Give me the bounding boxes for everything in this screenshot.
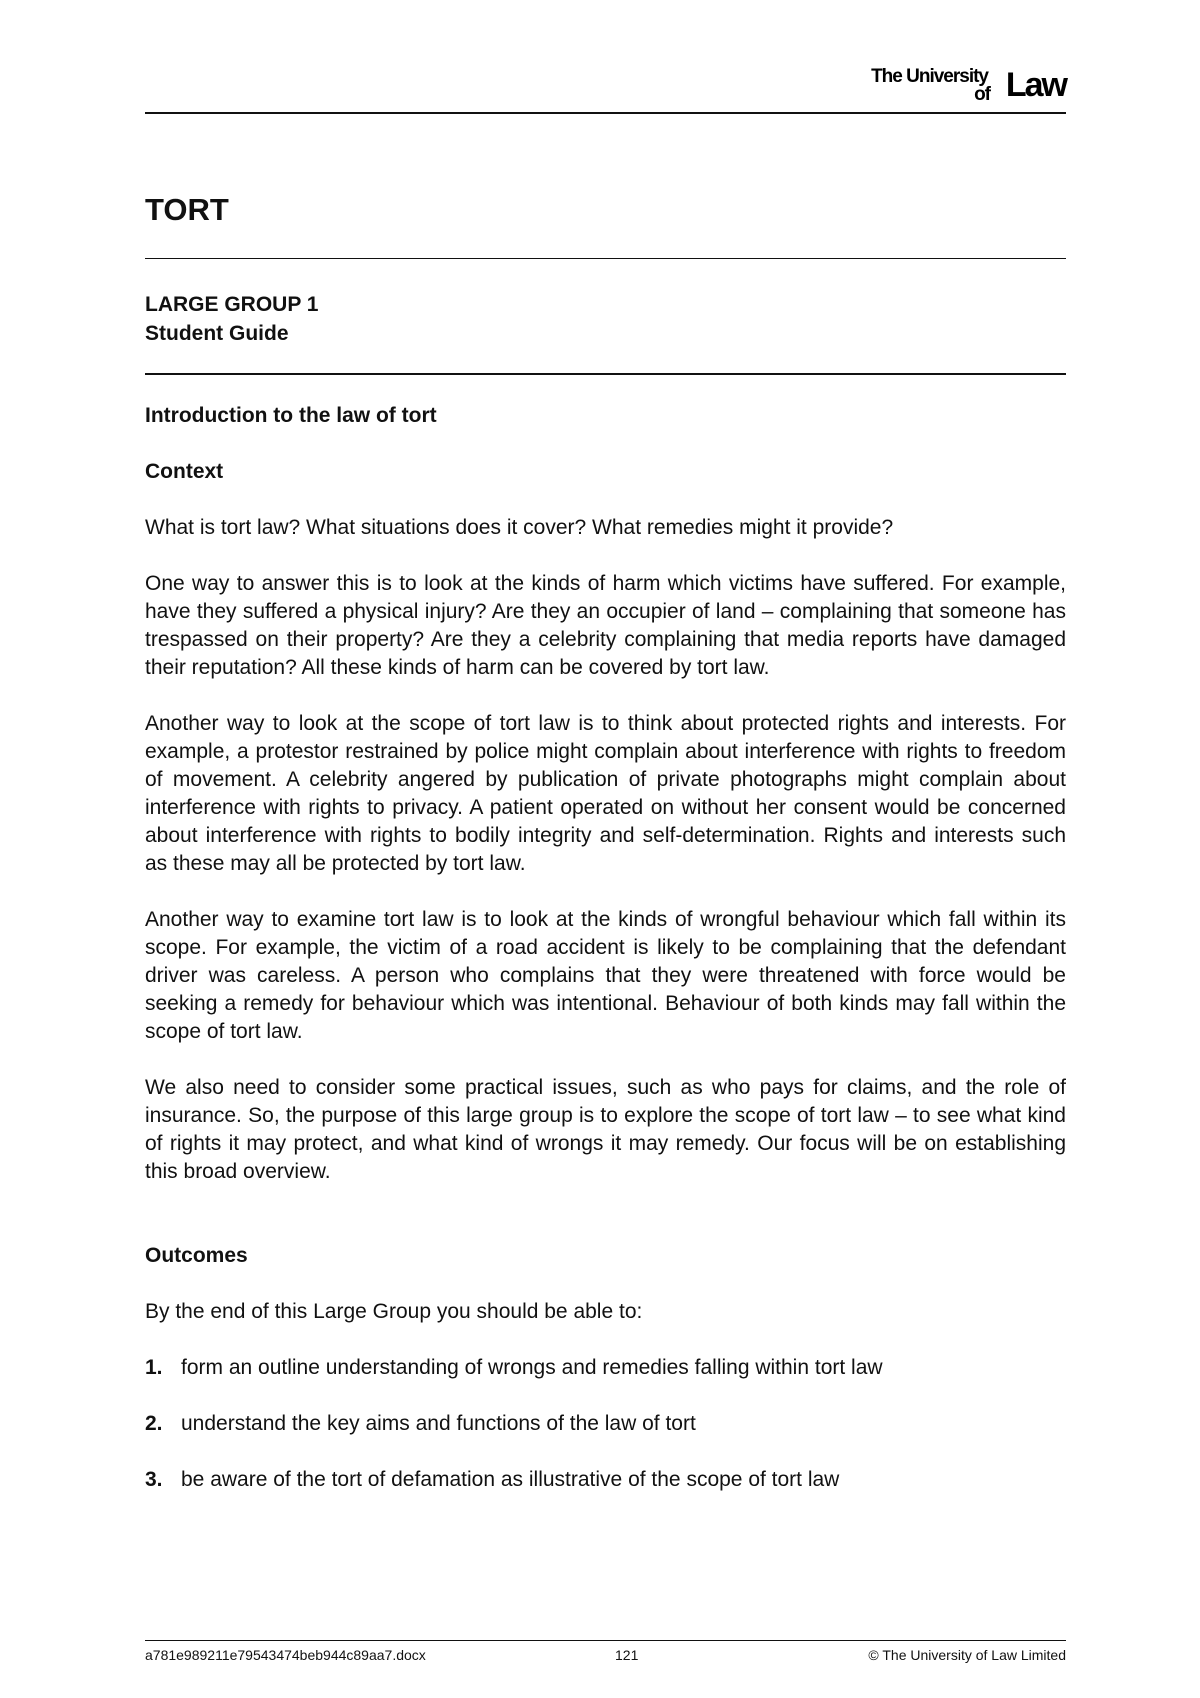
outcome-text: form an outline understanding of wrongs and remedies falling within tort law [181, 1356, 883, 1379]
university-logo [856, 64, 1066, 112]
page-number: 121 [615, 1647, 639, 1663]
outcome-number: 1. [145, 1356, 163, 1379]
header-rule [145, 112, 1066, 114]
title-rule [145, 258, 1066, 259]
outcome-item [145, 1466, 1066, 1494]
footer-rule [145, 1640, 1066, 1641]
paragraph-5: We also need to consider some practical issues, such as who pays for claims, and the role of insurance. So, the purpose of this large group is to explore the scope of tort law – to see what kind of rights it may protect, and what kind of wrongs it may remedy. Our focus will be on establishing this broad overview. [145, 1076, 1066, 1183]
subtitle-line2: Student Guide [145, 322, 289, 345]
outcome-text: be aware of the tort of defamation as illustrative of the scope of tort law [181, 1468, 840, 1491]
paragraph-1: What is tort law? What situations does it cover? What remedies might it provide? [145, 516, 894, 539]
paragraph-4: Another way to examine tort law is to look at the kinds of wrongful behaviour which fall within its scope. For example, the victim of a road accident is likely to be complaining that the defendant driver was careless. A person who complains that they were threatened with force would be seeking a remedy for behaviour which was intentional. Behaviour of both kinds may fall within the scope of tort law. [145, 908, 1066, 1043]
logo-line1: The University [871, 66, 988, 87]
logo-of: of [974, 84, 990, 105]
outcomes-heading: Outcomes [145, 1244, 248, 1267]
outcome-number: 2. [145, 1412, 163, 1435]
paragraph-2: One way to answer this is to look at the kinds of harm which victims have suffered. For example, have they suffered a physical injury? Are they an occupier of land – complaining that someone has trespassed on their property? Are they a celebrity complaining that media reports have damaged their reputation? All these kinds of harm can be covered by tort law. [145, 572, 1066, 679]
main-content [145, 402, 1066, 1494]
outcome-item [145, 1354, 1066, 1382]
outcome-text: understand the key aims and functions of the law of tort [181, 1412, 696, 1435]
outcomes-intro: By the end of this Large Group you should be able to: [145, 1300, 643, 1323]
footer-copyright: © The University of Law Limited [868, 1647, 1066, 1663]
subtitle-line1: LARGE GROUP 1 [145, 293, 319, 316]
page-title: TORT [145, 192, 229, 227]
outcome-number: 3. [145, 1468, 163, 1491]
logo-law: Law [1005, 66, 1066, 104]
outcome-item [145, 1410, 1066, 1438]
page-footer [145, 1647, 1066, 1663]
context-heading: Context [145, 460, 224, 483]
intro-heading: Introduction to the law of tort [145, 404, 437, 427]
subtitle-rule [145, 373, 1066, 375]
footer-filename: a781e989211e79543474beb944c89aa7.docx [145, 1647, 426, 1663]
paragraph-3: Another way to look at the scope of tort law is to think about protected rights and interests. For example, a protestor restrained by police might complain about interference with rights to freedom of movement. A celebrity angered by publication of private photographs might complain about interference with rights to privacy. A patient operated on without her consent would be concerned about interference with rights to bodily integrity and self-determination. Rights and interests such as these may all be protected by tort law. [145, 712, 1066, 875]
subtitle-block [145, 290, 318, 348]
